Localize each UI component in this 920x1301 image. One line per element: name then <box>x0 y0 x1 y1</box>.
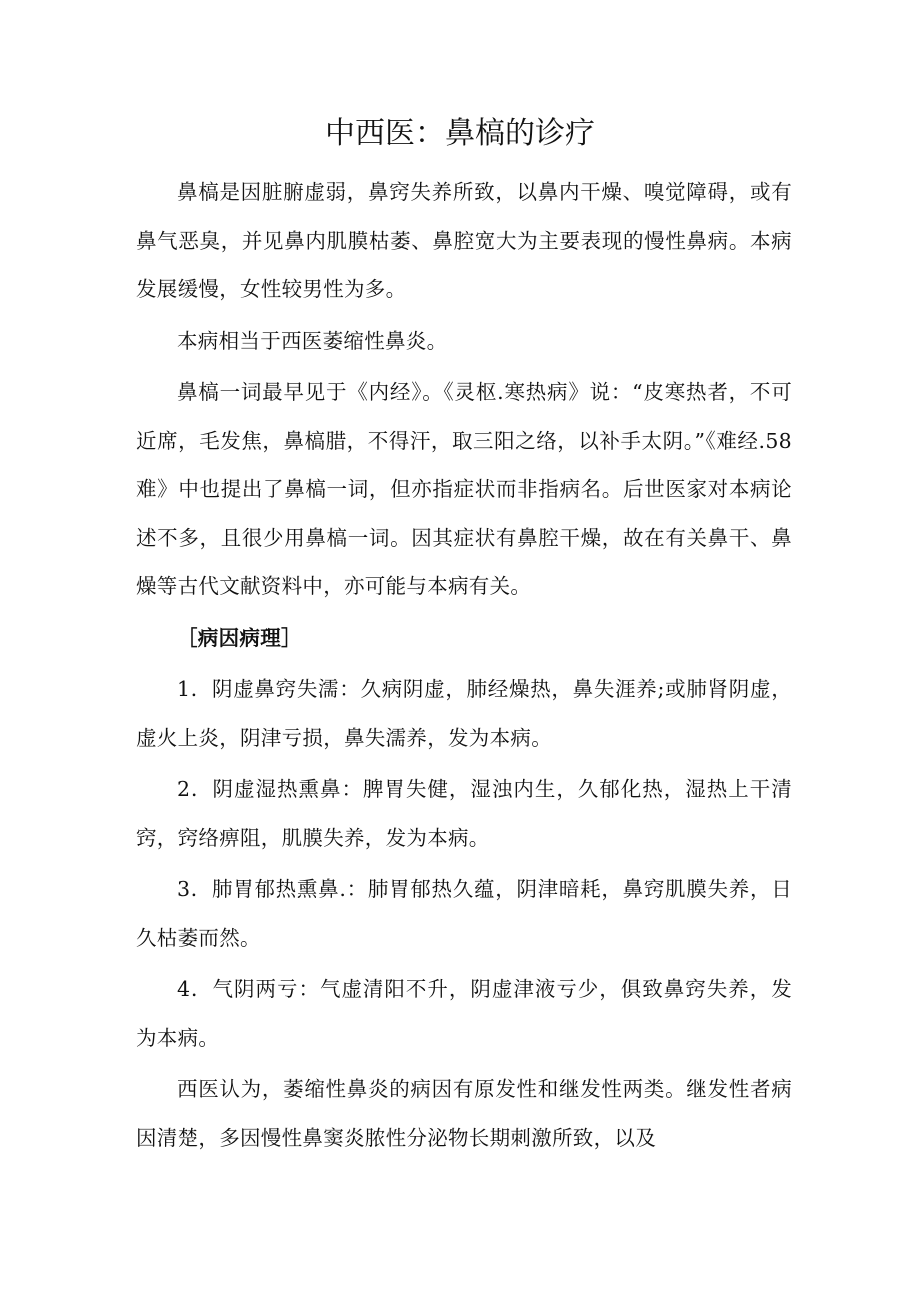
cause-item: 3．肺胃郁热熏鼻.：肺胃郁热久蕴，阴津暗耗，鼻窍肌膜失养，日久枯萎而然。 <box>136 877 792 950</box>
cause-item: 2．阴虚湿热熏鼻：脾胃失健，湿浊内生，久郁化热，湿热上干清窍，窍络痹阻，肌膜失养，发为本病。 <box>136 777 792 850</box>
intro-paragraph: 鼻槁是因脏腑虚弱，鼻窍失养所致，以鼻内干燥、嗅觉障碍，或有鼻气恶臭，并见鼻内肌膜枯萎、鼻腔宽大为主要表现的慢性鼻病。本病发展缓慢，女性较男性为多。 <box>136 180 792 301</box>
cause-item: 1．阴虚鼻窍失濡：久病阴虚，肺经燥热，鼻失涯养;或肺肾阴虚，虚火上炎，阴津亏损，鼻失濡养，发为本病。 <box>136 677 792 750</box>
section-heading-etiology: ［病因病理］ <box>177 625 302 650</box>
page-title: 中西医：鼻槁的诊疗 <box>325 116 595 151</box>
history-paragraph: 鼻槁一词最早见于《内经》。《灵枢.寒热病》说：“皮寒热者，不可近席，毛发焦，鼻槁腊，不得汗，取三阳之络，以补手太阴。”《难经.58难》中也提出了鼻槁一词，但亦指症状而非指病名。后世医家对本病论述不多，且很少用鼻槁一词。因其症状有鼻腔干燥，故在有关鼻干、鼻燥等古代文献资料中，亦可能与本病有关。 <box>136 380 792 598</box>
cause-item: 4．气阴两亏：气虚清阳不升，阴虚津液亏少，俱致鼻窍失养，发为本病。 <box>136 977 792 1050</box>
western-view-paragraph: 西医认为，萎缩性鼻炎的病因有原发性和继发性两类。继发性者病因清楚，多因慢性鼻窦炎脓性分泌物长期刺激所致，以及 <box>136 1077 792 1150</box>
western-equivalent-paragraph: 本病相当于西医萎缩性鼻炎。 <box>177 328 448 353</box>
document-body <box>136 168 792 1165</box>
